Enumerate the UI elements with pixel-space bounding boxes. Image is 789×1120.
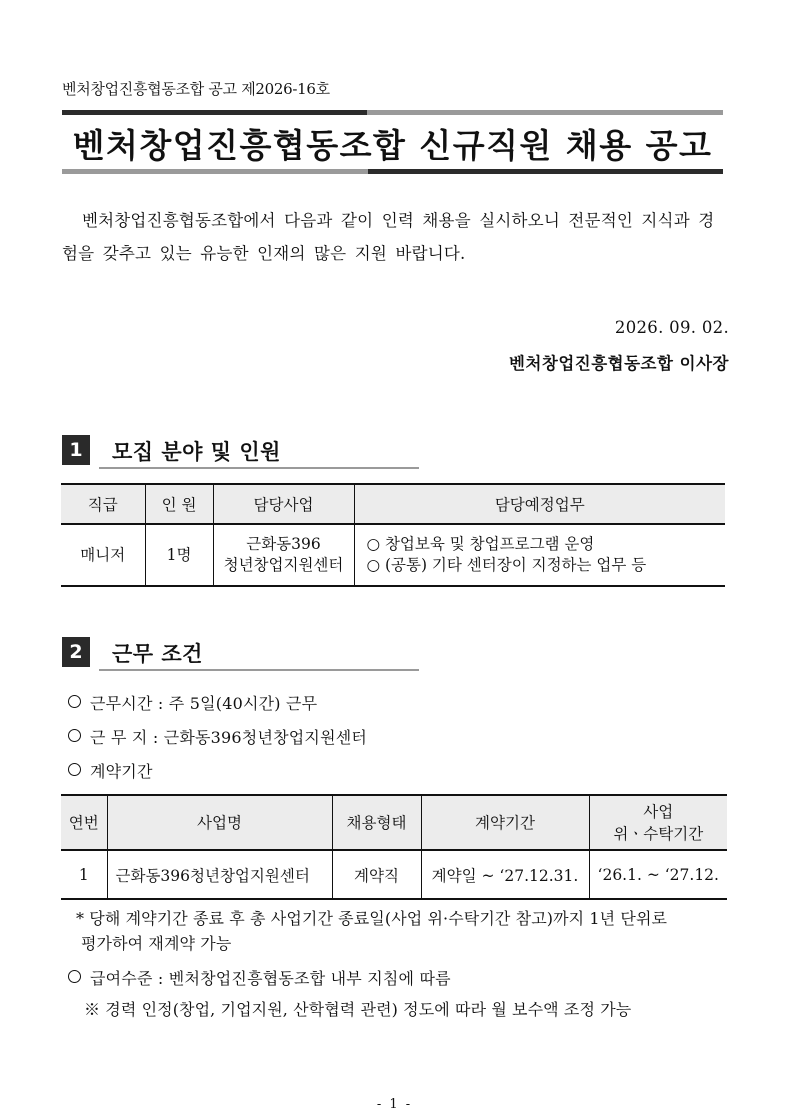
cell-grade: 매니저 xyxy=(80,545,126,564)
salary-note: ※ 경력 인정(창업, 기업지원, 산학협력 관련) 정도에 따라 월 보수액 조정 가능 xyxy=(84,1000,632,1019)
intro-paragraph: 벤처창업진흥협동조합에서 다음과 같이 인력 채용을 실시하오니 전문적인 지식과 경험을 갖추고 있는 유능한 인재의 많은 지원 바랍니다. xyxy=(62,211,715,263)
header-no: 연번 xyxy=(61,795,107,850)
work-place-text: 근 무 지 : 근화동396청년창업지원센터 xyxy=(90,728,368,747)
cell-business xyxy=(213,524,354,586)
cell-no: 1 xyxy=(78,865,89,884)
page-title: 벤처창업진흥협동조합 신규직원 채용 공고 xyxy=(72,126,713,165)
cell-count: 1명 xyxy=(145,524,213,586)
header-entrust-line-1: 사업 xyxy=(643,802,674,821)
section-2-number: 2 xyxy=(62,637,90,667)
table-header-row xyxy=(61,484,725,524)
section-1-number: 1 xyxy=(62,435,90,465)
business-line-2: 청년창업지원센터 xyxy=(223,556,344,574)
renewal-note-continued: 평가하여 재계약 가능 xyxy=(81,934,232,953)
circle-bullet-icon xyxy=(68,970,81,983)
work-hours-text: 근무시간 : 주 5일(40시간) 근무 xyxy=(90,694,318,713)
section-1-title: 모집 분야 및 인원 xyxy=(112,440,281,464)
circle-bullet-icon xyxy=(68,763,81,776)
contract-table xyxy=(61,794,727,900)
page-number: - 1 - xyxy=(376,1097,413,1112)
title-banner xyxy=(62,110,723,174)
business-line-1: 근화동396 xyxy=(246,535,321,553)
table-row xyxy=(61,524,725,586)
duty-2: ○ (공통) 기타 센터장이 지정하는 업무 등 xyxy=(366,556,647,574)
section-2-title: 근무 조건 xyxy=(112,642,203,666)
work-place-item xyxy=(68,725,367,748)
title-top-rule xyxy=(62,110,723,115)
header-type: 채용형태 xyxy=(332,795,421,850)
circle-bullet-icon xyxy=(68,695,81,708)
work-hours-item xyxy=(68,691,317,714)
header-business: 담당사업 xyxy=(213,484,354,524)
document-number: 벤처창업진흥협동조합 공고 제2026-16호 xyxy=(62,80,330,98)
renewal-note: * 당해 계약기간 종료 후 총 사업기간 종료일(사업 위·수탁기간 참고)까지 1년 단위로 xyxy=(76,909,668,928)
header-grade: 직급 xyxy=(61,484,145,524)
section-2-underline xyxy=(99,669,419,671)
duty-1: ○ 창업보육 및 창업프로그램 운영 xyxy=(366,535,595,553)
header-duties: 담당예정업무 xyxy=(354,484,725,524)
cell-business: 근화동396청년창업지원센터 xyxy=(107,850,332,899)
table-row xyxy=(61,850,727,899)
header-count: 인 원 xyxy=(145,484,213,524)
cell-contract: 계약일 ~ ‘27.12.31. xyxy=(421,850,589,899)
announcement-date: 2026. 09. 02. xyxy=(614,318,729,337)
table-header-row xyxy=(61,795,727,850)
header-contract: 계약기간 xyxy=(421,795,589,850)
salary-item xyxy=(68,966,451,989)
contract-period-item xyxy=(68,759,153,782)
header-entrust-line-2: 위ㆍ수탁기간 xyxy=(613,824,704,843)
contract-period-text: 계약기간 xyxy=(90,762,153,781)
cell-entrust: ‘26.1. ~ ‘27.12. xyxy=(589,850,727,899)
signatory: 벤처창업진흥협동조합 이사장 xyxy=(509,354,729,373)
title-bottom-rule xyxy=(62,169,723,174)
header-business: 사업명 xyxy=(107,795,332,850)
header-entrust xyxy=(589,795,727,850)
cell-duties xyxy=(354,524,725,586)
salary-text: 급여수준 : 벤처창업진흥협동조합 내부 지침에 따름 xyxy=(90,969,451,988)
recruitment-table xyxy=(61,483,725,587)
cell-type: 계약직 xyxy=(332,850,421,899)
circle-bullet-icon xyxy=(68,729,81,742)
section-1-underline xyxy=(99,467,419,469)
